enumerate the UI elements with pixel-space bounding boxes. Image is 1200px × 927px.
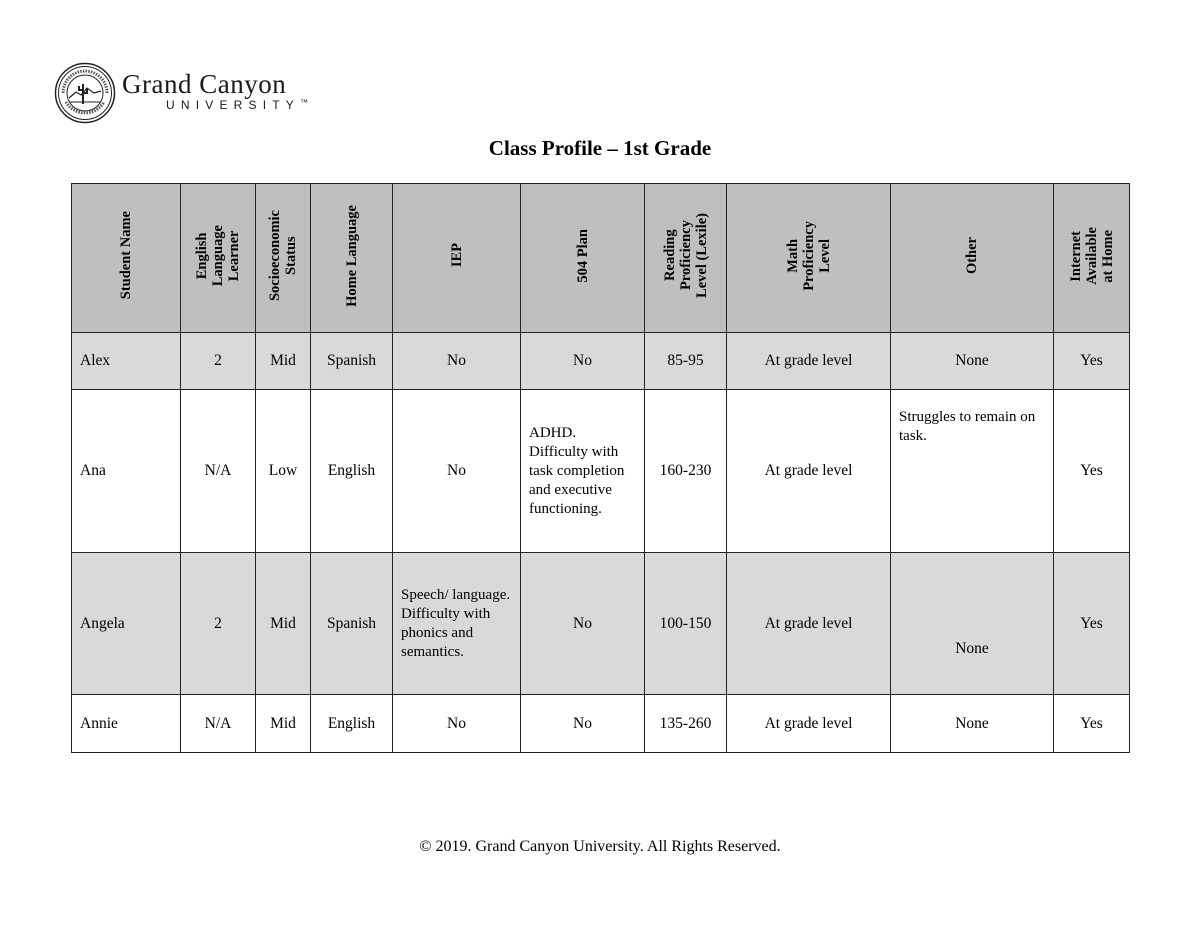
cell-other: None — [891, 695, 1054, 753]
cell-ses: Low — [256, 390, 311, 553]
header-504-plan: 504 Plan — [521, 184, 645, 333]
cell-student-name: Alex — [72, 333, 181, 390]
cell-reading: 100-150 — [645, 553, 727, 695]
cell-504-plan: No — [521, 333, 645, 390]
cell-home-language: English — [311, 695, 393, 753]
cell-math: At grade level — [727, 553, 891, 695]
cell-ses: Mid — [256, 553, 311, 695]
cell-iep: No — [393, 333, 521, 390]
cell-other: None — [891, 333, 1054, 390]
table-row — [72, 553, 1130, 695]
cell-ell: 2 — [181, 553, 256, 695]
university-wordmark — [122, 69, 308, 112]
cell-reading: 135-260 — [645, 695, 727, 753]
wordmark-subtitle: UNIVERSITY™ — [166, 97, 309, 112]
cell-student-name: Angela — [72, 553, 181, 695]
header-student-name: Student Name — [72, 184, 181, 333]
cell-internet: Yes — [1054, 553, 1130, 695]
cell-iep: No — [393, 390, 521, 553]
cell-math: At grade level — [727, 333, 891, 390]
table-row — [72, 390, 1130, 553]
cell-internet: Yes — [1054, 390, 1130, 553]
cell-ell: N/A — [181, 390, 256, 553]
university-logo — [54, 62, 308, 124]
cell-math: At grade level — [727, 390, 891, 553]
header-math-proficiency: Math Proficiency Level — [727, 184, 891, 333]
cell-ses: Mid — [256, 695, 311, 753]
cell-iep: No — [393, 695, 521, 753]
header-other: Other — [891, 184, 1054, 333]
university-seal-icon — [54, 62, 116, 124]
cell-ell: 2 — [181, 333, 256, 390]
header-internet-at-home: Internet Available at Home — [1054, 184, 1130, 333]
page-title: Class Profile – 1st Grade — [488, 136, 712, 160]
header-reading-proficiency: Reading Proficiency Level (Lexile) — [645, 184, 727, 333]
cell-student-name: Annie — [72, 695, 181, 753]
header-english-language-learner: English Language Learner — [181, 184, 256, 333]
cell-reading: 160-230 — [645, 390, 727, 553]
cell-math: At grade level — [727, 695, 891, 753]
cell-student-name: Ana — [72, 390, 181, 553]
cell-other: Struggles to remain on task. — [891, 390, 1054, 553]
header-socioeconomic-status: Socioeconomic Status — [256, 184, 311, 333]
cell-ses: Mid — [256, 333, 311, 390]
cell-home-language: English — [311, 390, 393, 553]
cell-504-plan: ADHD. Difficulty with task completion and executive functioning. — [521, 390, 645, 553]
cell-other: None — [891, 553, 1054, 695]
header-home-language: Home Language — [311, 184, 393, 333]
wordmark-name: Grand Canyon — [122, 68, 287, 99]
cell-ell: N/A — [181, 695, 256, 753]
cell-home-language: Spanish — [311, 553, 393, 695]
table-header-row — [72, 184, 1130, 333]
class-profile-table — [71, 183, 1130, 753]
cell-internet: Yes — [1054, 695, 1130, 753]
table-row — [72, 333, 1130, 390]
copyright-footer: © 2019. Grand Canyon University. All Rights Reserved. — [419, 838, 781, 855]
cell-504-plan: No — [521, 695, 645, 753]
cell-reading: 85-95 — [645, 333, 727, 390]
cell-iep: Speech/ language. Difficulty with phonics and semantics. — [393, 553, 521, 695]
cell-home-language: Spanish — [311, 333, 393, 390]
cell-504-plan: No — [521, 553, 645, 695]
header-iep: IEP — [393, 184, 521, 333]
cell-internet: Yes — [1054, 333, 1130, 390]
table-row — [72, 695, 1130, 753]
